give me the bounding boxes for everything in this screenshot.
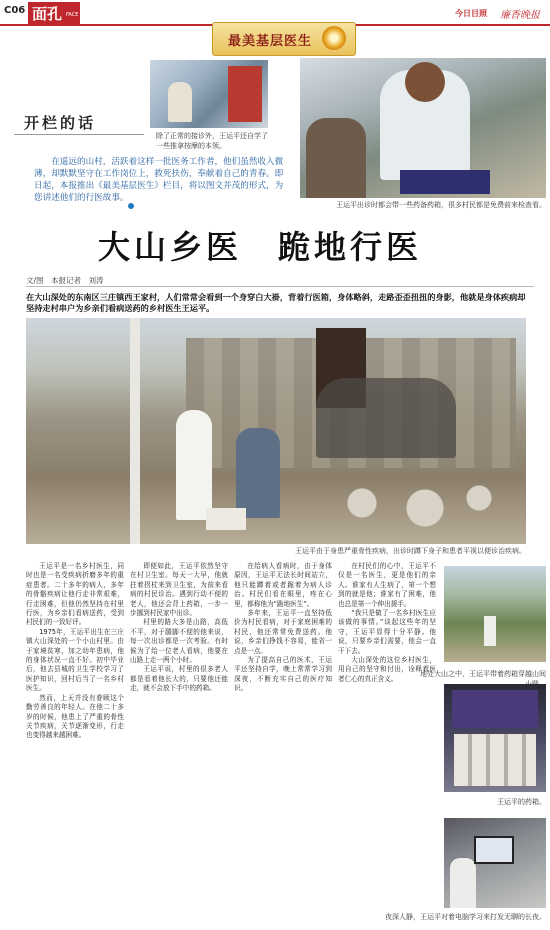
photo-pharmacy [150,60,268,128]
paragraph: 王运平说，村里的很多老人都是看着他长大的，只要他还能走，就不会放下手中的药箱。 [130,665,228,693]
photo-caption-bp: 王运平出诊时都会带一些药备药箱，很多村民都是免费前来检查看。 [336,201,546,209]
photo-medical-kit [444,684,546,792]
photo-computer [444,818,546,908]
photo-caption-pharmacy: 除了正常的接诊外，王运平还自学了一些推拿按摩的本领。 [156,132,268,150]
byline: 文/图 本报记者 刘涛 [26,276,104,285]
article-column-2 [130,562,228,928]
opener-divider [14,134,144,135]
paper-name: 今日目照 [455,9,487,18]
doctor-figure [168,82,192,122]
pharmacy-sign [228,66,262,122]
kit-lid [452,690,538,728]
doctor-figure [450,858,476,908]
photo-caption-pc: 夜深人静，王运平对着电脑学习来打发无聊的长夜。 [385,913,546,921]
headline: 大山乡医 跪地行医 [98,228,423,266]
pole [130,318,140,544]
column-logo-text: 最美基层医生 [228,34,313,49]
paragraph: “我只是做了一名乡村医生应该做的事情。”谈起这些年的坚守，王运平显得十分平静。他说，只要乡亲们需要，他会一直干下去。 [338,609,436,655]
paragraph: 在给病人看病时，由于身体原因，王运平无法长时间站立，他只能蹲着或者跪着为病人诊治。村民们看在眼里，疼在心里，都称他为“跪地医生”。 [234,562,332,608]
paragraph: 大山深处的这位乡村医生，用自己的坚守和付出，诠释着医者仁心的真正含义。 [338,656,436,683]
medical-kit [206,508,246,530]
paragraph: 多年来，王运平一直坚持低价为村民看病，对于家庭困难的村民，他还常常免费送药。他说，乡亲们挣钱不容易，能省一点是一点。 [234,609,332,655]
monitor-icon [474,836,514,864]
paragraph: 1975年，王运平出生在三庄镇大山深处的一个小山村里。由于家境贫寒，加之幼年患病，他的身体状况一直不好。初中毕业后，他去县城的卫生学校学习了医护知识，回村后当了一名乡村医生。 [26,627,124,693]
doctor-head [405,62,445,102]
photo-caption-main: 王运平由于身患严重骨性疾病，出诊时蹲下身子和患者平视以便诊治疾病。 [295,547,526,555]
article-column-4 [338,562,436,928]
photo-blood-pressure [300,58,546,198]
opener-text: 在遥远的山村，活跃着这样一批医务工作者，他们虽然收入微薄，却默默坚守在工作岗位上，救死扶伤，奉献着自己的青春。即日起，本报推出《最美基层医生》栏目，将以图文并茂的形式，为您讲述他们的行医故事。 [34,157,284,203]
paragraph: 村里的路大多是山路，高低不平，对于腿脚不便的他来说，每一次出诊都是一次考验。有时候为了给一位老人看病，他要在山路上走一两个小时。 [130,618,228,665]
millstones [326,478,506,528]
byline-divider [26,286,534,287]
paragraph: 王运平是一名乡村医生，同时也是一名受疾病折磨多年的重症患者。二十多年的病人，多年的骨骼疾病让他行走非常艰难，行走困难，但他仍然坚持在村里行医，为乡亲们看病送药，受到村民们的一致好评。 [26,562,124,627]
photo-mountain-road [444,566,546,662]
photo-caption-road: 地处大山之中，王运平带着药箱穿越山间 [420,670,546,678]
paper-sub: 廉香晚报 [500,10,540,21]
doctor-figure [484,616,496,646]
villagers-group [316,378,456,458]
doctor-figure [176,410,212,520]
flower-icon [322,26,346,50]
paragraph: 为了提高自己的医术，王运平还坚持自学，晚上常常学习到深夜，不断充实自己的医疗知识。 [234,656,332,693]
dot-icon [128,203,134,209]
paragraph: 在村民们的心中，王运平不仅是一名医生，更是他们的亲人。谁家有人生病了，第一个想到的就是他；谁家有了困难，他也总是第一个伸出援手。 [338,562,436,608]
photo-main [26,318,526,544]
medical-kit [400,170,490,194]
article-column-1 [26,562,124,928]
kit-items [454,734,536,786]
paragraph: 即便如此，王运平依然坚守在村卫生室。每天一大早，他就拄着拐杖来到卫生室，为前来看病的村民诊治。遇到行动不便的老人，他还会背上药箱，一步一步挪到村民家中出诊。 [130,562,228,618]
patient-figure [236,428,280,518]
article-column-3 [234,562,332,928]
paragraph: 然而，上天并没有眷顾这个勤劳善良的年轻人。在他二十多岁的时候，他患上了严重的骨性关节疾病，关节逐渐变形，行走也变得越来越困难。 [26,693,124,740]
page-number: C06 [4,5,26,16]
patient-figure [306,118,366,198]
section-en: FACE [66,12,79,18]
opener-title: 开栏的话 [24,114,97,132]
photo-caption-kit: 王运平的药箱。 [497,798,546,806]
lead-paragraph: 在大山深处的东南区三庄镇西王家村，人们常常会看到一个身穿白大褂，背着行医箱，身体略斜，走路歪歪扭扭的身影，他就是身体疾病却坚持走村串户为乡亲们看病送药的乡村医生王运平。 [26,292,526,313]
section-title: 面孔 [32,5,63,23]
